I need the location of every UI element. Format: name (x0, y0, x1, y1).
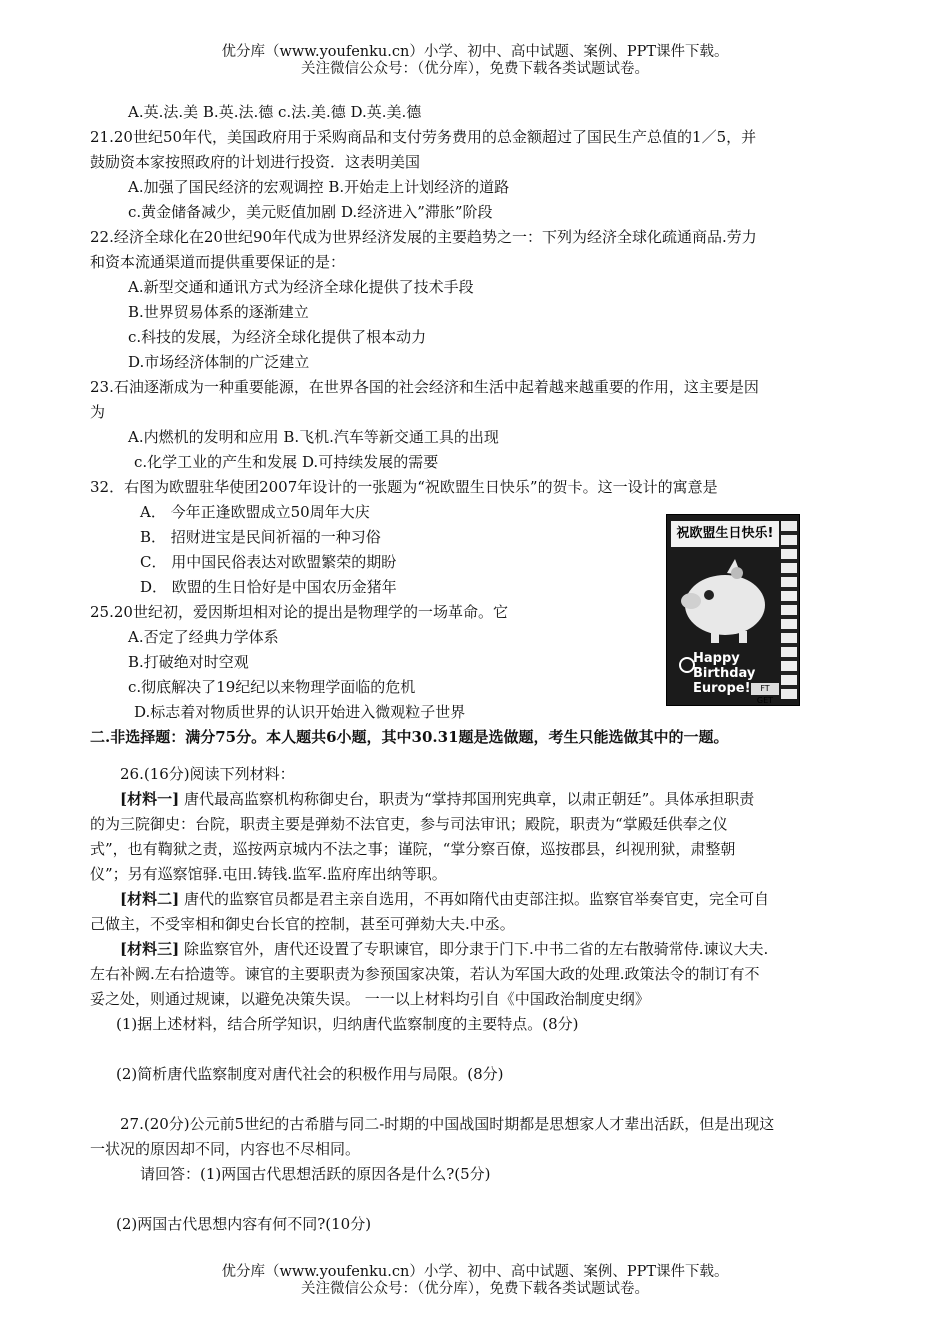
section-2-heading: 二.非选择题：满分75分。本人题共6小题，其中30.31题是选做题，考生只能选做其中的一题。 (90, 728, 729, 746)
q26-material-3-line-2: 左右补阙.左右拾遗等。谏官的主要职责为参预国家决策，若认为军国大政的处理.政策法令的制订有不 (90, 965, 760, 983)
q26-material-1-line-4: 仪”；另有巡察馆驿.屯田.铸钱.监军.监府库出纳等职。 (90, 865, 447, 883)
q26-subquestion-2: (2)简析唐代监察制度对唐代社会的积极作用与局限。(8分) (116, 1065, 504, 1083)
q25-option-c: c.彻底解决了19纪纪以来物理学面临的危机 (128, 678, 416, 696)
material-3-label: [材料三] (120, 940, 180, 958)
card-english-text: Happy Birthday Europe! (693, 651, 756, 696)
q20-options: A.英.法.美 B.英.法.德 c.法.美.德 D.英.美.德 (128, 103, 422, 121)
q32-option-b: B． 招财进宝是民间祈福的一种习俗 (140, 528, 381, 546)
q26-material-1-line-2: 的为三院御史：台院，职责主要是弹劾不法官吏，参与司法审讯；殿院，职责为“掌殿廷供奉之仪 (90, 815, 728, 833)
material-2-label: [材料二] (120, 890, 180, 908)
q26-material-3-line-3: 妥之处，则通过规谏，以避免决策失误。 一一以上材料均引自《中国政治制度史纲》 (90, 990, 650, 1008)
q22-option-b: B.世界贸易体系的逐渐建立 (128, 303, 309, 321)
q25-stem: 25.20世纪初，爱因斯坦相对论的提出是物理学的一场革命。它 (90, 603, 508, 621)
material-1-label: [材料一] (120, 790, 180, 808)
q32-option-c: C． 用中国民俗表达对欧盟繁荣的期盼 (140, 553, 397, 571)
q22-option-d: D.市场经济体制的广泛建立 (128, 353, 310, 371)
header-line-1: 优分库（www.youfenku.cn）小学、初中、高中试题、案例、PPT课件下载。 (221, 44, 729, 60)
q22-stem-2: 和资本流通渠道而提供重要保证的是： (90, 253, 346, 271)
q27-stem-1: 27.(20分)公元前5世纪的古希腊与同二-时期的中国战国时期都是思想家人才辈出活跃，但是出现这 (120, 1115, 775, 1133)
q32-option-a: A． 今年正逢欧盟成立50周年大庆 (140, 503, 370, 521)
card-title: 祝欧盟生日快乐! (671, 521, 779, 547)
q21-options-ab: A.加强了国民经济的宏观调控 B.开始走上计划经济的道路 (128, 178, 510, 196)
q26-material-1-line-3: 式”，也有鞫狱之责，巡按两京城内不法之事；谨院，“掌分察百僚，巡按郡县，纠视刑狱，肃整朝 (90, 840, 736, 858)
q26-material-1-line-1: [材料一] 唐代最高监察机构称御史台，职责为“掌持邦国刑宪典章，以肃正朝廷”。具体承担职责 (120, 790, 755, 808)
q26-material-3-line-1: [材料三] 除监察官外，唐代还设置了专职谏官，即分隶于门下.中书二省的左右散骑常侍.谏议大夫. (120, 940, 769, 958)
q26-intro: 26.(16分)阅读下列材料： (120, 765, 295, 783)
q32-stem: 32．右图为欧盟驻华使团2007年设计的一张题为“祝欧盟生日快乐”的贺卡。这一设计的寓意是 (90, 478, 718, 496)
q21-options-cd: c.黄金储备减少，美元贬值加剧 D.经济进入”滞胀”阶段 (128, 203, 493, 221)
q23-options-ab: A.内燃机的发明和应用 B.飞机.汽车等新交通工具的出现 (128, 428, 499, 446)
q25-option-d: D.标志着对物质世界的认识开始进入微观粒子世界 (134, 703, 466, 721)
q23-stem-2: 为 (90, 403, 106, 421)
header-line-2: 关注微信公众号：（优分库），免费下载各类试题试卷。 (301, 61, 649, 77)
q26-material-2-line-1: [材料二] 唐代的监察官员都是君主亲自选用，不再如隋代由吏部注拟。监察官举奏官吏，完全可自 (120, 890, 769, 908)
q26-material-2-line-2: 己做主，不受宰相和御史台长官的控制，甚至可弹劾大夫.中丞。 (90, 915, 515, 933)
q26-subquestion-1: (1)据上述材料，结合所学知识，归纳唐代监察制度的主要特点。(8分) (116, 1015, 579, 1033)
q23-stem-1: 23.石油逐渐成为一种重要能源，在世界各国的社会经济和生活中起着越来越重要的作用，这主要是因 (90, 378, 759, 396)
q22-stem-1: 22.经济全球化在20世纪90年代成为世界经济发展的主要趋势之一：下列为经济全球化疏通商品.劳力 (90, 228, 757, 246)
q21-stem-1: 21.20世纪50年代，美国政府用于采购商品和支付劳务费用的总金额超过了国民生产总值的1／5，并 (90, 128, 757, 146)
q27-stem-2: 一状况的原因却不同，内容也不尽相同。 (90, 1140, 361, 1158)
q21-stem-2: 鼓励资本家按照政府的计划进行投资．这表明美国 (90, 153, 421, 171)
q22-option-a: A.新型交通和通讯方式为经济全球化提供了技术手段 (128, 278, 474, 296)
q23-options-cd: c.化学工业的产生和发展 D.可持续发展的需要 (134, 453, 439, 471)
q32-option-d: D． 欧盟的生日恰好是中国农历金猪年 (140, 578, 397, 596)
q25-option-b: B.打破绝对时空观 (128, 653, 249, 671)
q27-subquestion-2: (2)两国古代思想内容有何不同?(10分) (116, 1215, 372, 1233)
page-footer (0, 1264, 950, 1298)
eu-birthday-card-image (666, 514, 800, 706)
q22-option-c: c.科技的发展，为经济全球化提供了根本动力 (128, 328, 427, 346)
card-tag: FT GET (751, 683, 779, 695)
footer-line-2: 关注微信公众号：（优分库），免费下载各类试题试卷。 (301, 1281, 649, 1297)
q27-subquestion-1: 请回答：(1)两国古代思想活跃的原因各是什么?(5分) (140, 1165, 491, 1183)
page-header (0, 44, 950, 78)
q25-option-a: A.否定了经典力学体系 (128, 628, 279, 646)
footer-line-1: 优分库（www.youfenku.cn）小学、初中、高中试题、案例、PPT课件下载。 (221, 1264, 729, 1280)
